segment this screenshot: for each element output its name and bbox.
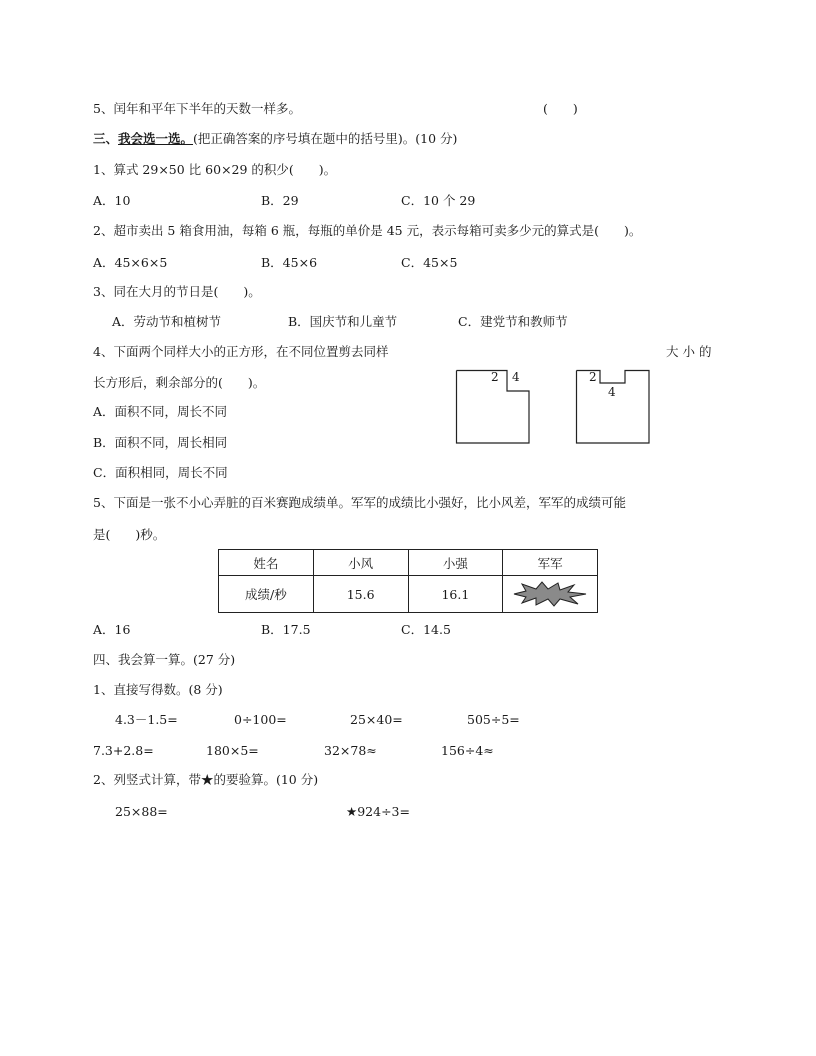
option-b: B．国庆节和儿童节 (288, 314, 398, 329)
cut-square-right (575, 369, 653, 445)
dimension-label: 4 (608, 385, 616, 399)
answer-paren: ( ) (543, 101, 578, 116)
calc-item: ★924÷3= (346, 804, 410, 819)
dimension-label: 4 (512, 370, 520, 384)
section-3-heading (93, 131, 457, 147)
option-b: B．45×6 (261, 255, 318, 270)
calc-item: 4.3－1.5= (115, 712, 178, 727)
choice-question-4-line2: 长方形后，剩余部分的( )。 (93, 375, 266, 390)
table-cell: 15.6 (313, 576, 408, 613)
dimension-label: 2 (589, 370, 597, 384)
option-c: C．面积相同，周长不同 (93, 465, 228, 480)
calc-item: 25×40= (350, 712, 403, 727)
option-b: B．29 (261, 193, 299, 208)
table-cell: 成绩/秒 (219, 576, 314, 613)
section-note: (把正确答案的序号填在题中的括号里)。(10 分) (193, 131, 458, 146)
section-number: 三、 (93, 131, 119, 146)
table-row (219, 550, 598, 576)
calc-item: 180×5= (206, 743, 259, 758)
choice-question-1: 1、算式 29×50 比 60×29 的积少( )。 (93, 162, 337, 177)
choice-question-5-line2: 是( )秒。 (93, 527, 166, 542)
option-c: C．45×5 (401, 255, 458, 270)
option-a: A．45×6×5 (93, 255, 168, 270)
table-cell: 16.1 (408, 576, 503, 613)
calc-item: 7.3+2.8= (93, 743, 154, 758)
dimension-label: 2 (491, 370, 499, 384)
table-header-cell: 小强 (408, 550, 503, 576)
calc-question-2: 2、列竖式计算，带★的要验算。(10 分) (93, 772, 319, 787)
judge-question-5: 5、闰年和平年下半年的天数一样多。 (93, 101, 301, 116)
calc-item: 156÷4≈ (441, 743, 494, 758)
option-c: C．14.5 (401, 622, 451, 637)
choice-question-4: 4、下面两个同样大小的正方形，在不同位置剪去同样 (93, 344, 389, 359)
choice-question-2: 2、超市卖出 5 箱食用油，每箱 6 瓶，每瓶的单价是 45 元，表示每箱可卖多少元的算式是( )。 (93, 223, 642, 238)
calc-item: 0÷100= (234, 712, 287, 727)
ink-stain-icon (512, 581, 588, 607)
choice-question-5: 5、下面是一张不小心弄脏的百米赛跑成绩单。军军的成绩比小强好，比小风差，军军的成绩可能 (93, 495, 626, 510)
choice-question-4-cont: 大 小 的 (666, 344, 712, 359)
option-c: C．建党节和教师节 (458, 314, 568, 329)
calc-item: 25×88= (115, 804, 168, 819)
section-title: 我会选一选。 (118, 131, 194, 146)
ink-stain-cell (503, 576, 598, 613)
calc-item: 505÷5= (467, 712, 520, 727)
option-a: A．劳动节和植树节 (112, 314, 222, 329)
table-header-cell: 军军 (503, 550, 598, 576)
option-a: A．10 (93, 193, 131, 208)
section-4-heading: 四、我会算一算。(27 分) (93, 652, 236, 667)
choice-question-3: 3、同在大月的节日是( )。 (93, 284, 261, 299)
option-c: C．10 个 29 (401, 193, 476, 208)
option-b: B．17.5 (261, 622, 311, 637)
table-header-cell: 小风 (313, 550, 408, 576)
calc-item: 32×78≈ (324, 743, 377, 758)
option-b: B．面积不同，周长相同 (93, 435, 228, 450)
score-table (218, 549, 598, 613)
table-header-cell: 姓名 (219, 550, 314, 576)
calc-question-1: 1、直接写得数。(8 分) (93, 682, 223, 697)
option-a: A．16 (93, 622, 131, 637)
table-row (219, 576, 598, 613)
option-a: A．面积不同，周长不同 (93, 404, 228, 419)
